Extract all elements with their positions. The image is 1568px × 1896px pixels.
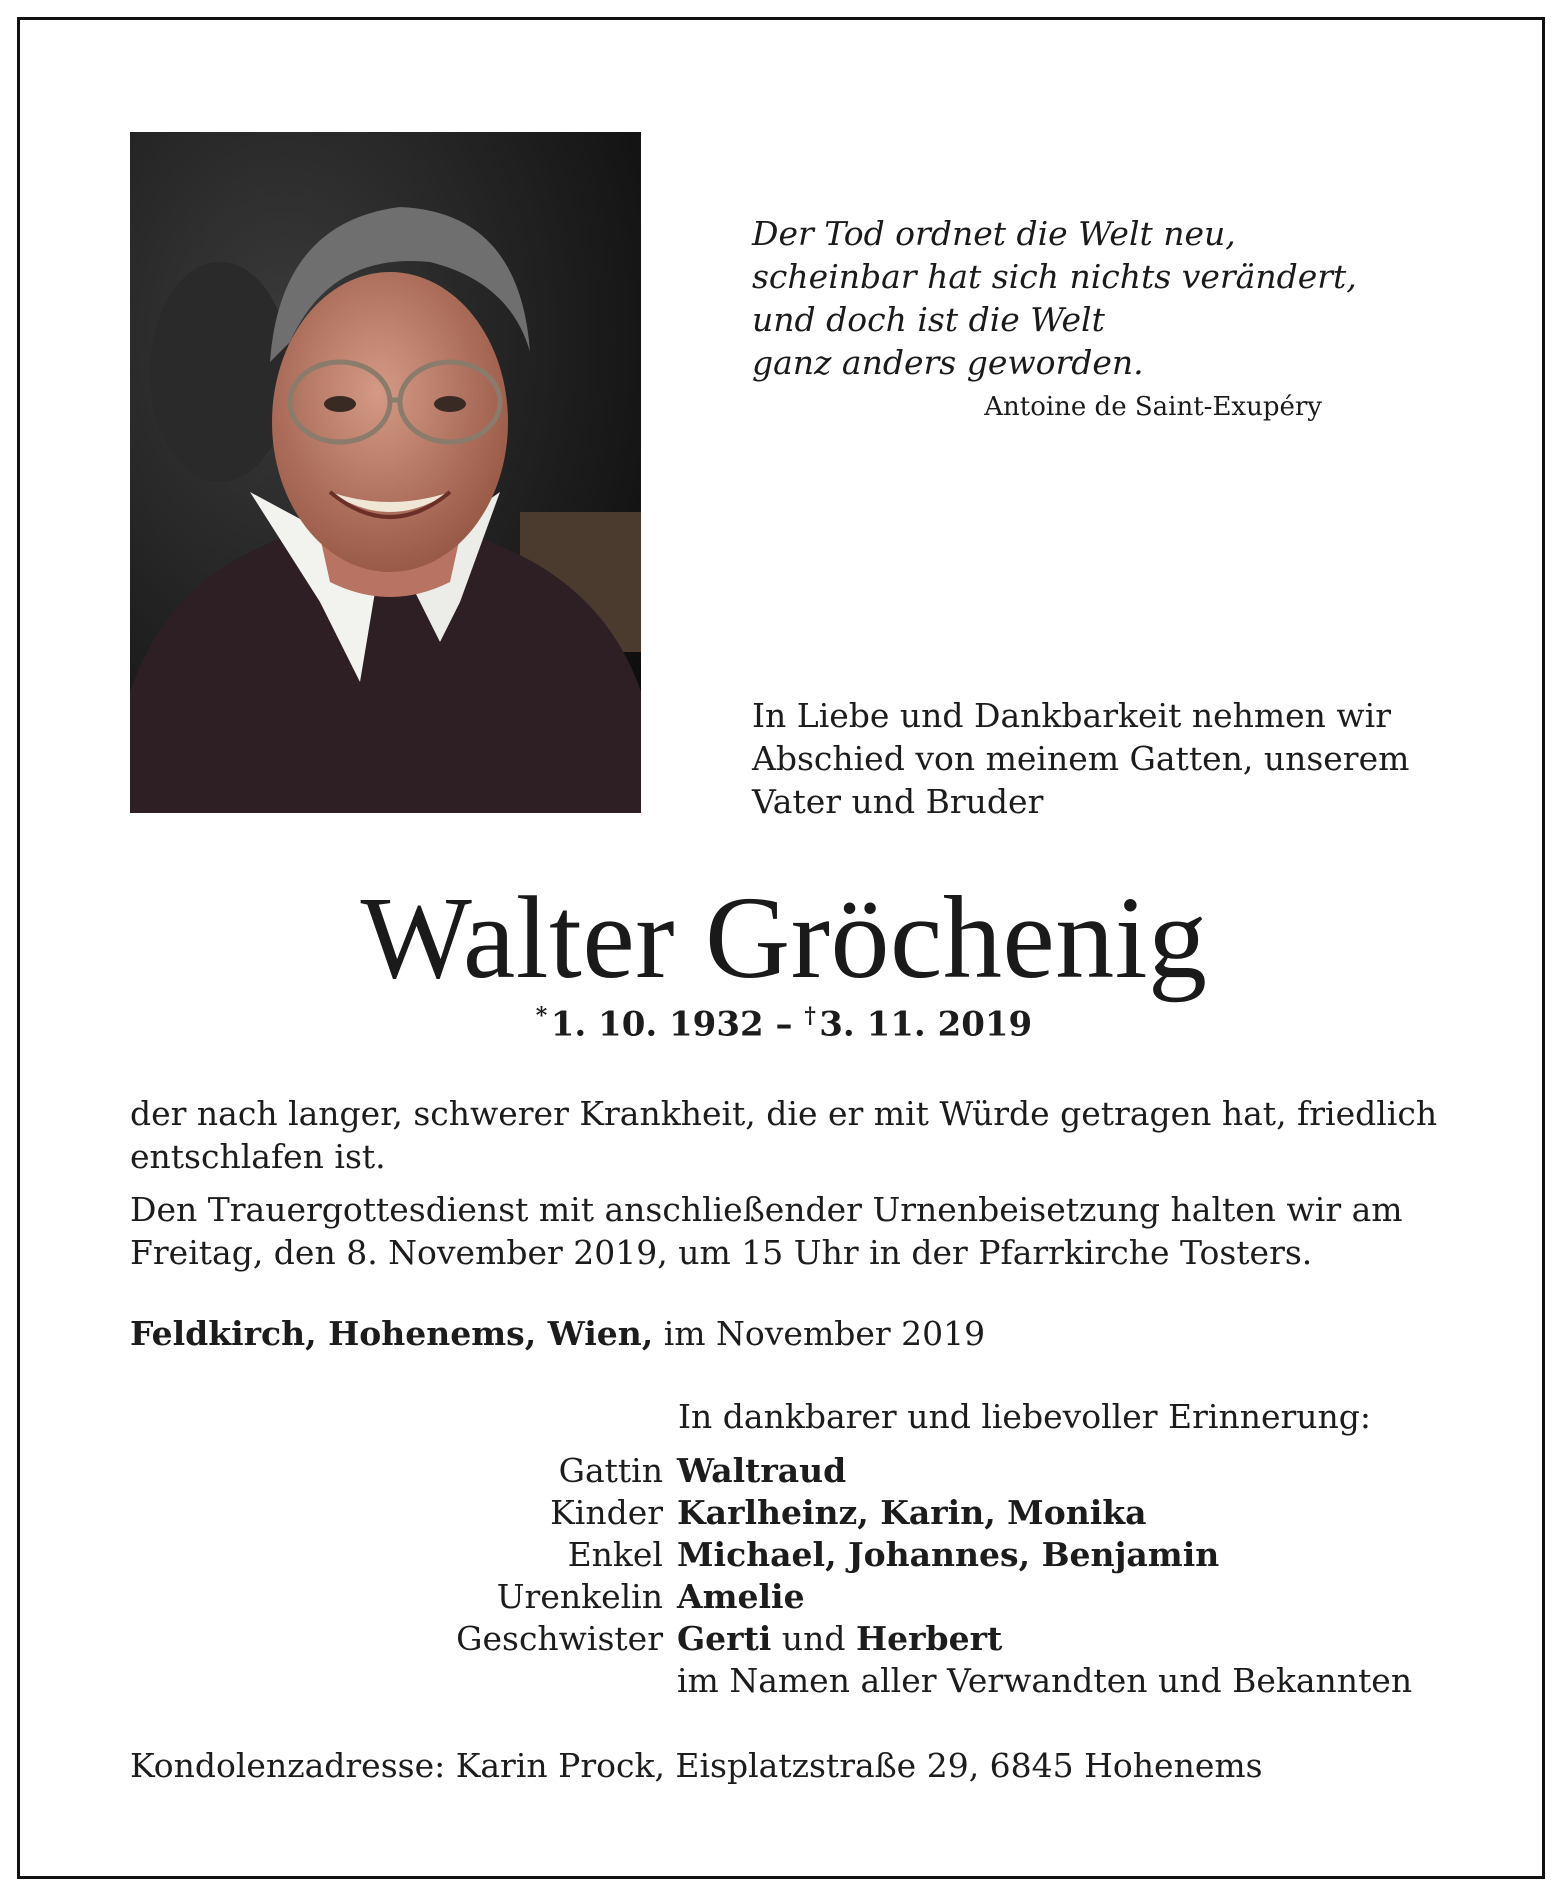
family-names: Michael, Johannes, Benjamin — [677, 1535, 1220, 1574]
intro-text — [752, 694, 1452, 823]
family-relation: Geschwister — [456, 1619, 663, 1658]
family-names: Amelie — [677, 1577, 805, 1616]
family-row — [280, 1492, 1480, 1534]
epigraph-quote — [752, 212, 1357, 384]
quote-author: Antoine de Saint-Exupéry — [984, 392, 1322, 422]
intro-line: Vater und Bruder — [752, 782, 1044, 821]
life-dates — [0, 1003, 1568, 1044]
body-line: Den Trauergottesdienst mit anschließender Urnenbeisetzung halten wir am — [130, 1190, 1403, 1229]
family-relation: Gattin — [558, 1451, 663, 1490]
places: Feldkirch, Hohenems, Wien, — [130, 1314, 654, 1353]
family-row — [280, 1534, 1480, 1576]
family-row — [280, 1618, 1480, 1660]
intro-line: Abschied von meinem Gatten, unserem — [752, 739, 1410, 778]
memory-line: In dankbarer und liebevoller Erinnerung: — [678, 1397, 1371, 1436]
family-relation: Kinder — [550, 1493, 663, 1532]
deceased-name: Walter Gröchenig — [360, 872, 1208, 1003]
family-names: Waltraud — [677, 1451, 847, 1490]
quote-line: und doch ist die Welt — [752, 300, 1105, 339]
date-separator: – — [763, 1004, 805, 1045]
family-relation: Enkel — [567, 1535, 663, 1574]
birth-symbol: * — [535, 1003, 548, 1029]
family-row — [280, 1660, 1480, 1702]
sibling-name: Gerti — [677, 1619, 772, 1658]
family-closing: im Namen aller Verwandten und Bekannten — [677, 1661, 1413, 1700]
family-row — [280, 1450, 1480, 1492]
place-date-line — [130, 1314, 985, 1353]
quote-line: Der Tod ordnet die Welt neu, — [752, 214, 1236, 253]
sibling-joiner: und — [771, 1619, 856, 1658]
body-line: Freitag, den 8. November 2019, um 15 Uhr in der Pfarrkirche Tosters. — [130, 1233, 1313, 1272]
family-row — [280, 1576, 1480, 1618]
portrait-photo — [130, 132, 641, 813]
family-relation: Urenkelin — [496, 1577, 663, 1616]
family-relation — [280, 1660, 677, 1702]
body-paragraph — [130, 1092, 1470, 1178]
body-paragraph — [130, 1188, 1470, 1274]
death-symbol: † — [804, 1003, 816, 1029]
quote-line: scheinbar hat sich nichts verändert, — [752, 257, 1357, 296]
body-line: der nach langer, schwerer Krankheit, die er mit Würde getragen hat, friedlich — [130, 1094, 1438, 1133]
sibling-name: Herbert — [855, 1619, 1003, 1658]
family-list — [280, 1450, 1480, 1702]
intro-line: In Liebe und Dankbarkeit nehmen wir — [752, 696, 1392, 735]
family-names: Karlheinz, Karin, Monika — [677, 1493, 1147, 1532]
place-date: im November 2019 — [653, 1314, 986, 1353]
death-date: 3. 11. 2019 — [819, 1004, 1033, 1045]
family-names — [677, 1618, 1002, 1660]
condolence-address: Kondolenzadresse: Karin Prock, Eisplatzstraße 29, 6845 Hohenems — [130, 1746, 1263, 1785]
announcement-body — [130, 1092, 1470, 1284]
body-line: entschlafen ist. — [130, 1137, 386, 1176]
birth-date: 1. 10. 1932 — [550, 1004, 764, 1045]
quote-line: ganz anders geworden. — [752, 343, 1144, 382]
